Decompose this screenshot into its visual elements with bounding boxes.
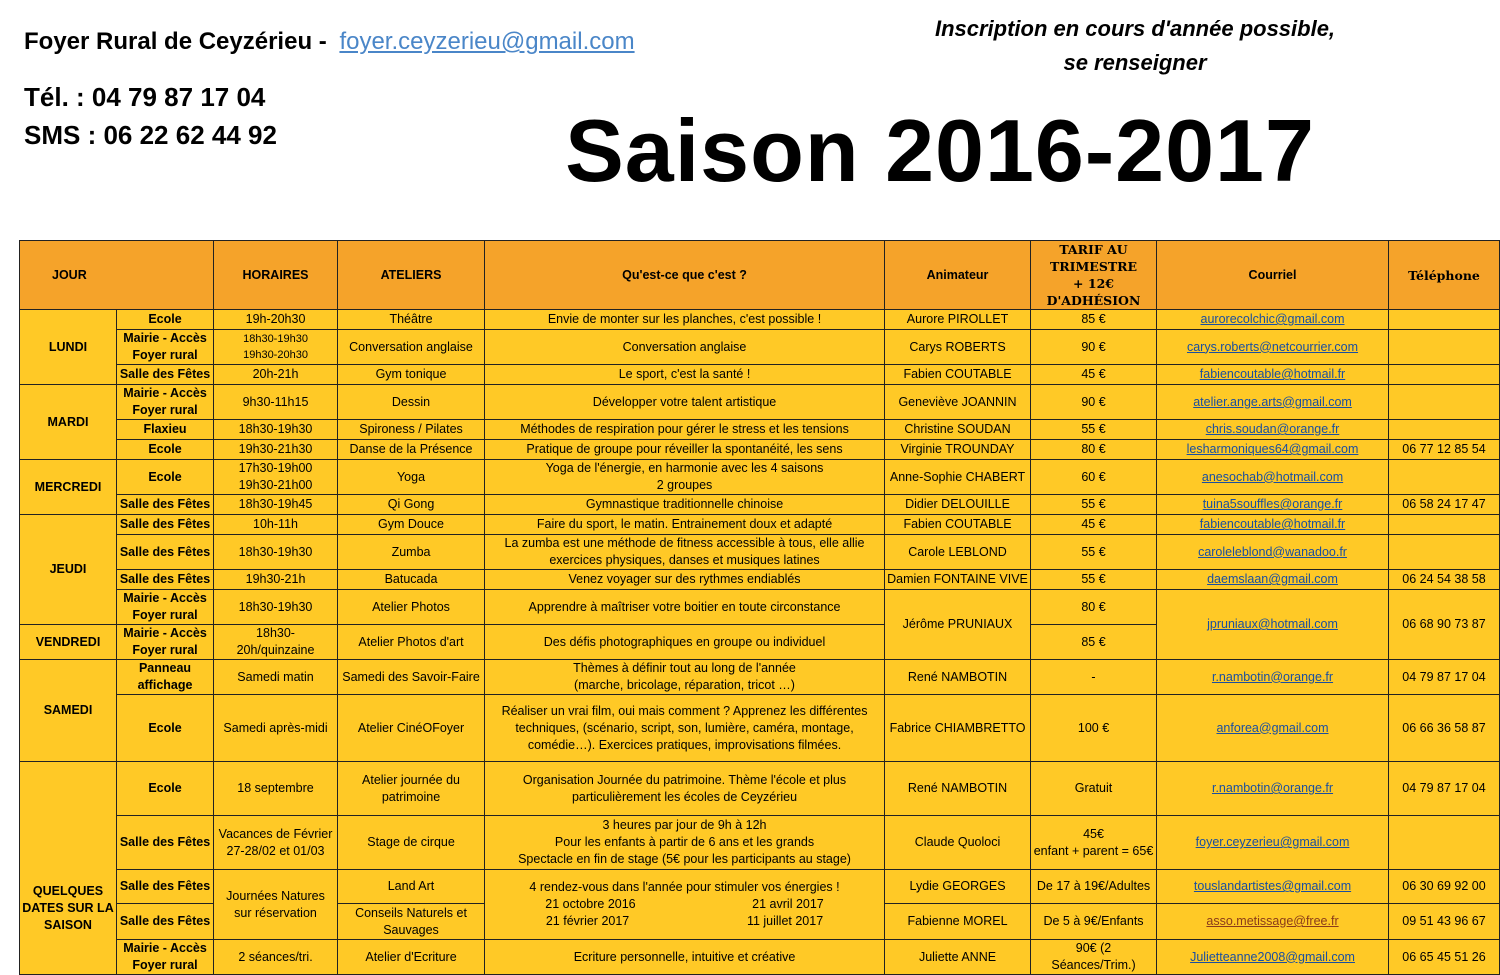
email-link[interactable]: anforea@gmail.com — [1157, 695, 1389, 762]
atelier: Atelier Photos d'art — [338, 625, 485, 660]
animateur: Carys ROBERTS — [885, 330, 1031, 365]
description — [485, 460, 885, 495]
day-samedi: SAMEDI — [20, 660, 117, 762]
animateur: Juliette ANNE — [885, 940, 1031, 975]
description — [485, 695, 885, 762]
place-line: Foyer rural — [132, 608, 198, 622]
hours-line: Journées Natures — [226, 888, 325, 903]
tarif: 80 € — [1031, 440, 1157, 460]
tarif: 55 € — [1031, 495, 1157, 515]
tarif: De 5 à 9€/Enfants — [1031, 904, 1157, 940]
col-tarif — [1031, 241, 1157, 310]
atelier: Atelier Photos — [338, 590, 485, 625]
sms-number: SMS : 06 22 62 44 92 — [24, 120, 277, 150]
table-row — [20, 535, 1500, 570]
description: Méthodes de respiration pour gérer le stress et les tensions — [485, 420, 885, 440]
telephone: 06 66 36 58 87 — [1389, 695, 1500, 762]
desc-line: Organisation Journée du patrimoine. Thème l'école et plus — [522, 772, 847, 787]
hours-line: 19h30-20h30 — [243, 349, 308, 361]
hours: 20h-21h — [214, 365, 338, 385]
col-jour: JOUR — [20, 241, 214, 310]
hours: 9h30-11h15 — [214, 385, 338, 420]
hours: 18h30-19h30 — [214, 535, 338, 570]
description: Conversation anglaise — [485, 330, 885, 365]
email-link[interactable]: chris.soudan@orange.fr — [1157, 420, 1389, 440]
desc-line: particulièrement les écoles de Ceyzérieu — [571, 789, 798, 804]
animateur: Christine SOUDAN — [885, 420, 1031, 440]
animateur: Carole LEBLOND — [885, 535, 1031, 570]
date: 11 juillet 2017 — [746, 914, 824, 928]
atelier — [338, 762, 485, 816]
hours: Samedi après-midi — [214, 695, 338, 762]
desc-line: La zumba est une méthode de fitness accessible à tous, elle allie — [504, 536, 865, 550]
tarif: 85 € — [1031, 625, 1157, 660]
atelier: Yoga — [338, 460, 485, 495]
place: Salle des Fêtes — [117, 870, 214, 904]
atelier: Conversation anglaise — [338, 330, 485, 365]
description: Développer votre talent artistique — [485, 385, 885, 420]
desc-line: Réaliser un vrai film, oui mais comment ? Apprenez les différentes — [501, 703, 868, 718]
description — [485, 660, 885, 695]
table-row — [20, 460, 1500, 495]
date-pair — [487, 913, 882, 930]
org-header — [24, 28, 635, 56]
col-horaires: HORAIRES — [214, 241, 338, 310]
atelier-line: Sauvages — [383, 922, 439, 937]
hours — [214, 330, 338, 365]
description: Le sport, c'est la santé ! — [485, 365, 885, 385]
place-line: affichage — [137, 678, 193, 692]
day-mercredi: MERCREDI — [20, 460, 117, 515]
hours — [214, 816, 338, 870]
hours: 18h30-19h30 — [214, 420, 338, 440]
phone-number: Tél. : 04 79 87 17 04 — [24, 82, 266, 112]
tarif: - — [1031, 660, 1157, 695]
tarif: 45 € — [1031, 365, 1157, 385]
place: Salle des Fêtes — [117, 904, 214, 940]
tarif: 90 € — [1031, 330, 1157, 365]
desc-line: 2 groupes — [656, 478, 713, 492]
day-mardi: MARDI — [20, 385, 117, 460]
description: Pratique de groupe pour réveiller la spontanéité, les sens — [485, 440, 885, 460]
hours: 19h-20h30 — [214, 310, 338, 330]
telephone: 06 58 24 17 47 — [1389, 495, 1500, 515]
table-row — [20, 440, 1500, 460]
description: Des défis photographiques en groupe ou individuel — [485, 625, 885, 660]
season-title: Saison 2016-2017 — [565, 101, 1315, 200]
col-telephone: Téléphone — [1389, 241, 1500, 310]
animateur: Fabienne MOREL — [885, 904, 1031, 940]
tarif: De 17 à 19€/Adultes — [1031, 870, 1157, 904]
desc-line: 4 rendez-vous dans l'année pour stimuler vos énergies ! — [529, 880, 840, 894]
hours-line: 27-28/02 et 01/03 — [226, 843, 325, 858]
place: Salle des Fêtes — [117, 365, 214, 385]
hours — [214, 460, 338, 495]
dates-line: QUELQUES — [32, 883, 104, 898]
telephone — [1389, 310, 1500, 330]
tarif: 60 € — [1031, 460, 1157, 495]
atelier: Dessin — [338, 385, 485, 420]
email-link[interactable]: aurorecolchic@gmail.com — [1157, 310, 1389, 330]
description — [485, 816, 885, 870]
desc-line: comédie…). Exercices pratiques, improvisations filmées. — [527, 737, 842, 752]
table-row — [20, 420, 1500, 440]
email-link[interactable]: Julietteanne2008@gmail.com — [1157, 940, 1389, 975]
place-line: Foyer rural — [132, 348, 198, 362]
place: Salle des Fêtes — [117, 570, 214, 590]
desc-line: Yoga de l'énergie, en harmonie avec les 4 saisons — [545, 461, 824, 475]
place: Ecole — [117, 460, 214, 495]
table-row — [20, 762, 1500, 816]
desc-line: 3 heures par jour de 9h à 12h — [602, 818, 767, 832]
tarif: 85 € — [1031, 310, 1157, 330]
atelier: Qi Gong — [338, 495, 485, 515]
place-line: Mairie - Accès — [123, 331, 207, 345]
hours: 18h30-19h45 — [214, 495, 338, 515]
email-link[interactable]: lesharmoniques64@gmail.com — [1157, 440, 1389, 460]
place: Flaxieu — [117, 420, 214, 440]
note-line-2: se renseigner — [1063, 50, 1207, 75]
atelier: Samedi des Savoir-Faire — [338, 660, 485, 695]
table-row — [20, 515, 1500, 535]
place — [117, 660, 214, 695]
tarif: 55 € — [1031, 570, 1157, 590]
date: 21 avril 2017 — [752, 897, 824, 911]
telephone — [1389, 420, 1500, 440]
tarif: Gratuit — [1031, 762, 1157, 816]
telephone — [1389, 535, 1500, 570]
hours — [214, 625, 338, 660]
table-row — [20, 660, 1500, 695]
animateur: Fabrice CHIAMBRETTO — [885, 695, 1031, 762]
tarif: 90€ (2 Séances/Trim.) — [1031, 940, 1157, 975]
dates-line: SAISON — [44, 917, 92, 932]
place-line: Mairie - Accès — [123, 386, 207, 400]
email-link[interactable]: touslandartistes@gmail.com — [1157, 870, 1389, 904]
animateur: Fabien COUTABLE — [885, 515, 1031, 535]
atelier-line: Conseils Naturels et — [355, 905, 467, 920]
telephone: 04 79 87 17 04 — [1389, 762, 1500, 816]
day-jeudi: JEUDI — [20, 515, 117, 625]
place-line: Panneau — [138, 661, 192, 675]
atelier: Spironess / Pilates — [338, 420, 485, 440]
desc-line: (marche, bricolage, réparation, tricot …) — [574, 678, 795, 692]
email-link[interactable]: carys.roberts@netcourrier.com — [1157, 330, 1389, 365]
telephone: 06 77 12 85 54 — [1389, 440, 1500, 460]
email-link[interactable]: caroleleblond@wanadoo.fr — [1157, 535, 1389, 570]
hours-line: 18h30- — [256, 626, 295, 640]
place: Ecole — [117, 310, 214, 330]
telephone: 06 65 45 51 26 — [1389, 940, 1500, 975]
telephone — [1389, 365, 1500, 385]
telephone: 04 79 87 17 04 — [1389, 660, 1500, 695]
description: Faire du sport, le matin. Entrainement doux et adapté — [485, 515, 885, 535]
col-description: Qu'est-ce que c'est ? — [485, 241, 885, 310]
email-link[interactable]: asso.metissage@free.fr — [1157, 904, 1389, 940]
telephone — [1389, 515, 1500, 535]
place — [117, 385, 214, 420]
table-row — [20, 495, 1500, 515]
place: Salle des Fêtes — [117, 515, 214, 535]
atelier: Gym Douce — [338, 515, 485, 535]
animateur: Virginie TROUNDAY — [885, 440, 1031, 460]
tarif-line: enfant + parent = 65€ — [1033, 843, 1154, 858]
hours — [214, 870, 338, 940]
day-dates — [20, 762, 117, 975]
place-line: Foyer rural — [132, 403, 198, 417]
table-row — [20, 816, 1500, 870]
hours: 2 séances/tri. — [214, 940, 338, 975]
place: Salle des Fêtes — [117, 535, 214, 570]
atelier: Stage de cirque — [338, 816, 485, 870]
atelier: Atelier d'Ecriture — [338, 940, 485, 975]
table-row — [20, 695, 1500, 762]
animateur: Fabien COUTABLE — [885, 365, 1031, 385]
place-line: Foyer rural — [132, 958, 198, 972]
description — [485, 870, 885, 940]
tarif: 80 € — [1031, 590, 1157, 625]
dates-line: DATES SUR LA — [22, 900, 114, 915]
header-row — [20, 241, 1500, 310]
atelier: Atelier CinéOFoyer — [338, 695, 485, 762]
animateur: Didier DELOUILLE — [885, 495, 1031, 515]
email-link[interactable]: r.nambotin@orange.fr — [1157, 762, 1389, 816]
table-row — [20, 590, 1500, 625]
desc-line: Pour les enfants à partir de 6 ans et les grands — [554, 835, 815, 849]
animateur: René NAMBOTIN — [885, 660, 1031, 695]
table-row — [20, 570, 1500, 590]
tarif — [1031, 816, 1157, 870]
description: Ecriture personnelle, intuitive et créative — [485, 940, 885, 975]
tarif: 45 € — [1031, 515, 1157, 535]
table-row — [20, 385, 1500, 420]
telephone: 06 30 69 92 00 — [1389, 870, 1500, 904]
tarif: 55 € — [1031, 420, 1157, 440]
desc-line: Spectacle en fin de stage (5€ pour les participants au stage) — [518, 852, 851, 866]
telephone — [1389, 460, 1500, 495]
org-email-link[interactable]: foyer.ceyzerieu@gmail.com — [339, 28, 635, 55]
note-line-1: Inscription en cours d'année possible, — [934, 16, 1336, 41]
table-row — [20, 365, 1500, 385]
place — [117, 625, 214, 660]
hours-line: Vacances de Février — [218, 826, 333, 841]
col-ateliers: ATELIERS — [338, 241, 485, 310]
email-link[interactable]: foyer.ceyzerieu@gmail.com — [1157, 816, 1389, 870]
tarif-line-2: + 12€ D'ADHÉSION — [1046, 276, 1141, 308]
animateur: Claude Quoloci — [885, 816, 1031, 870]
tarif-line-1: TARIF AU TRIMESTRE — [1049, 242, 1138, 274]
animateur: Aurore PIROLLET — [885, 310, 1031, 330]
hours-line: 20h/quinzaine — [236, 643, 315, 657]
atelier: Land Art — [338, 870, 485, 904]
description: Envie de monter sur les planches, c'est possible ! — [485, 310, 885, 330]
table-row — [20, 310, 1500, 330]
animateur: René NAMBOTIN — [885, 762, 1031, 816]
place: Salle des Fêtes — [117, 816, 214, 870]
atelier: Gym tonique — [338, 365, 485, 385]
hours-line: 17h30-19h00 — [238, 461, 313, 475]
description: Gymnastique traditionnelle chinoise — [485, 495, 885, 515]
email-link[interactable]: fabiencoutable@hotmail.fr — [1157, 365, 1389, 385]
animateur: Lydie GEORGES — [885, 870, 1031, 904]
telephone — [1389, 816, 1500, 870]
email-link[interactable]: anesochab@hotmail.com — [1157, 460, 1389, 495]
hours-line: 19h30-21h00 — [238, 478, 313, 492]
email-link[interactable]: daemslaan@gmail.com — [1157, 570, 1389, 590]
place: Ecole — [117, 762, 214, 816]
place-line: Mairie - Accès — [123, 591, 207, 605]
telephone — [1389, 385, 1500, 420]
place-line: Mairie - Accès — [123, 626, 207, 640]
hours: 10h-11h — [214, 515, 338, 535]
schedule-table — [19, 240, 1500, 975]
telephone: 09 51 43 96 67 — [1389, 904, 1500, 940]
place: Ecole — [117, 440, 214, 460]
hours-line: sur réservation — [234, 905, 317, 920]
org-name: Foyer Rural de Ceyzérieu - — [24, 28, 327, 55]
animateur: Geneviève JOANNIN — [885, 385, 1031, 420]
hours: Samedi matin — [214, 660, 338, 695]
description: Venez voyager sur des rythmes endiablés — [485, 570, 885, 590]
table-row — [20, 940, 1500, 975]
description — [485, 762, 885, 816]
col-courriel: Courriel — [1157, 241, 1389, 310]
date: 21 février 2017 — [545, 914, 630, 928]
tarif: 55 € — [1031, 535, 1157, 570]
email-link[interactable]: tuina5souffles@orange.fr — [1157, 495, 1389, 515]
description — [485, 535, 885, 570]
hours: 18h30-19h30 — [214, 590, 338, 625]
hours-line: 18h30-19h30 — [243, 333, 308, 345]
desc-line: Thèmes à définir tout au long de l'année — [573, 661, 796, 675]
animateur: Anne-Sophie CHABERT — [885, 460, 1031, 495]
place: Salle des Fêtes — [117, 495, 214, 515]
atelier: Théâtre — [338, 310, 485, 330]
description: Apprendre à maîtriser votre boitier en toute circonstance — [485, 590, 885, 625]
email-link[interactable]: jpruniaux@hotmail.com — [1157, 590, 1389, 660]
day-lundi: LUNDI — [20, 310, 117, 385]
atelier-line: patrimoine — [381, 789, 441, 804]
email-link[interactable]: r.nambotin@orange.fr — [1157, 660, 1389, 695]
place: Ecole — [117, 695, 214, 762]
animateur: Jérôme PRUNIAUX — [885, 590, 1031, 660]
hours: 19h30-21h — [214, 570, 338, 590]
day-vendredi: VENDREDI — [20, 625, 117, 660]
desc-line: exercices physiques, danses et musiques latines — [549, 553, 820, 567]
tarif-line: 45€ — [1083, 826, 1104, 841]
animateur: Damien FONTAINE VIVE — [885, 570, 1031, 590]
col-animateur: Animateur — [885, 241, 1031, 310]
atelier-line: Atelier journée du — [362, 772, 460, 787]
date: 21 octobre 2016 — [545, 897, 636, 911]
table-row — [20, 330, 1500, 365]
date-pair — [487, 896, 882, 913]
hours: 18 septembre — [214, 762, 338, 816]
desc-line: techniques, (scénario, script, son, lumière, caméra, montage, — [515, 720, 854, 735]
tarif: 100 € — [1031, 695, 1157, 762]
place — [117, 590, 214, 625]
telephone — [1389, 330, 1500, 365]
tarif: 90 € — [1031, 385, 1157, 420]
telephone: 06 68 90 73 87 — [1389, 590, 1500, 660]
email-link[interactable]: fabiencoutable@hotmail.fr — [1157, 515, 1389, 535]
atelier: Danse de la Présence — [338, 440, 485, 460]
place — [117, 940, 214, 975]
place-line: Mairie - Accès — [123, 941, 207, 955]
hours: 19h30-21h30 — [214, 440, 338, 460]
atelier — [338, 904, 485, 940]
atelier: Batucada — [338, 570, 485, 590]
atelier: Zumba — [338, 535, 485, 570]
table-row — [20, 870, 1500, 904]
telephone: 06 24 54 38 58 — [1389, 570, 1500, 590]
registration-note — [890, 12, 1380, 80]
email-link[interactable]: atelier.ange.arts@gmail.com — [1157, 385, 1389, 420]
place — [117, 330, 214, 365]
place-line: Foyer rural — [132, 643, 198, 657]
